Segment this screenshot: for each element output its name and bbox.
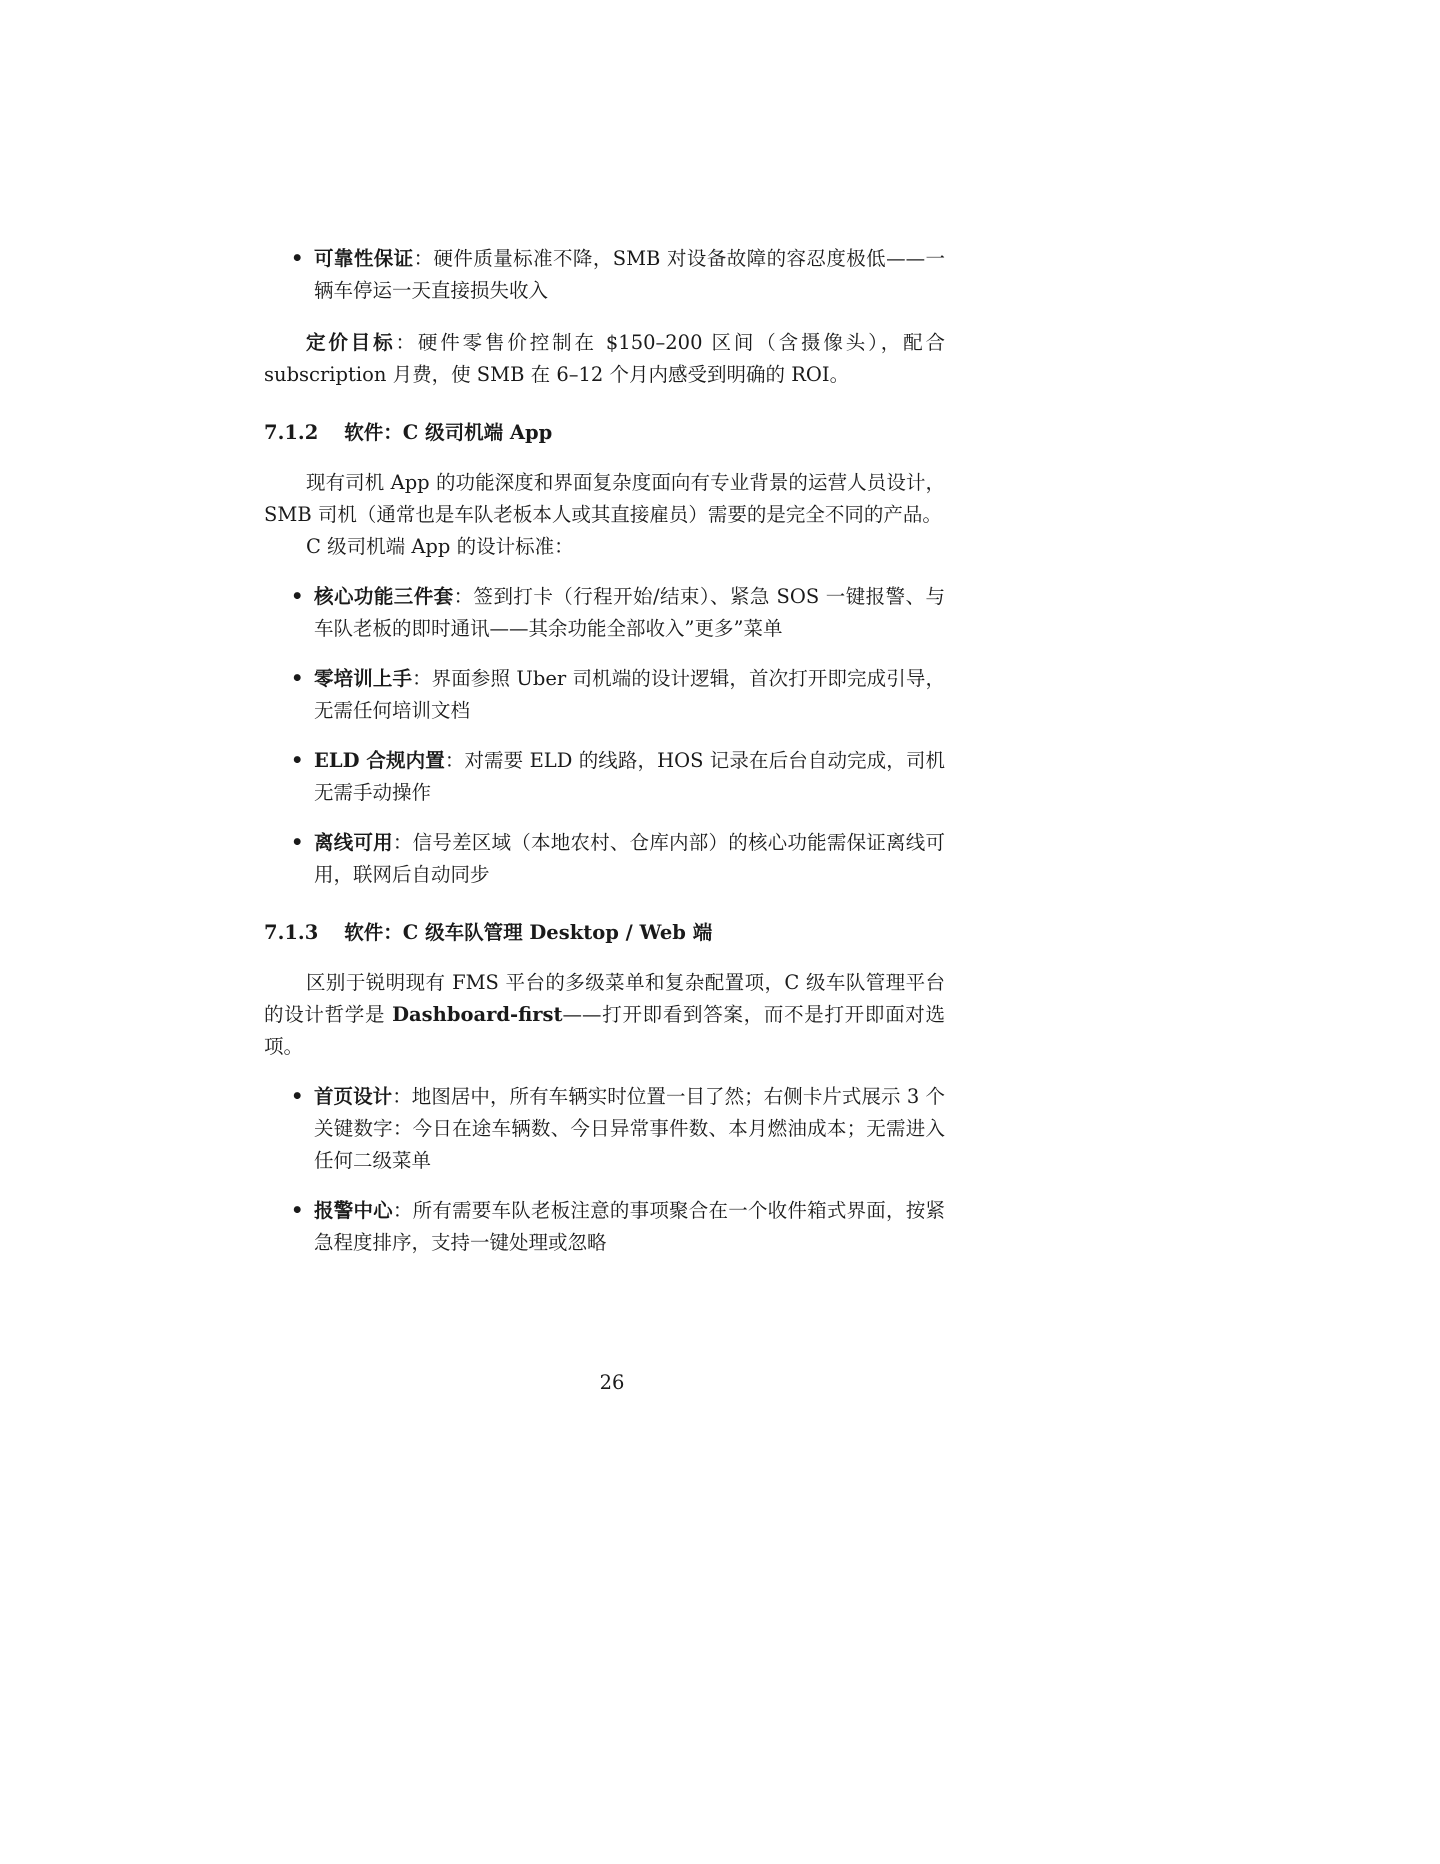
page-body <box>264 243 945 1259</box>
section-number: 7.1.3 <box>264 921 319 944</box>
bullet-dot: • <box>291 585 304 608</box>
pricing-paragraph <box>264 327 945 391</box>
page-number: 26 <box>599 1371 625 1394</box>
bullet-text: ：对需要 ELD 的线路，HOS 记录在后台自动完成，司机无需手动操作 <box>314 749 945 804</box>
bullet-core-features <box>264 581 945 645</box>
pricing-term: 定价目标 <box>306 331 396 354</box>
paragraph-bold-term: Dashboard-first <box>392 1003 563 1026</box>
bullet-term: 首页设计 <box>314 1085 393 1108</box>
section-7-1-3-paragraph <box>264 967 945 1063</box>
bullet-reliability <box>264 243 945 307</box>
bullet-dot: • <box>291 247 304 270</box>
bullet-text: ：签到打卡（行程开始/结束）、紧急 SOS 一键报警、与车队老板的即时通讯——其余功能全部收入”更多”菜单 <box>314 585 945 640</box>
pricing-text: ：硬件零售价控制在 $150–200 区间（含摄像头），配合 subscription 月费，使 SMB 在 6–12 个月内感受到明确的 ROI。 <box>264 331 945 386</box>
bullet-text: ：所有需要车队老板注意的事项聚合在一个收件箱式界面，按紧急程度排序，支持一键处理或忽略 <box>314 1199 945 1254</box>
section-7-1-2-paragraph-2: C 级司机端 App 的设计标准： <box>306 535 574 558</box>
paragraph-text-after: ——打开即看到答案，而不是打开即面对选项。 <box>264 1003 945 1058</box>
bullet-term: 核心功能三件套 <box>314 585 454 608</box>
bullet-text: ：硬件质量标准不降，SMB 对设备故障的容忍度极低——一辆车停运一天直接损失收入 <box>314 247 945 302</box>
section-7-1-2-bullet-list <box>264 581 945 891</box>
bullet-dot: • <box>291 749 304 772</box>
bullet-alert-center <box>264 1195 945 1259</box>
bullet-term: 可靠性保证 <box>314 247 414 270</box>
bullet-term: 离线可用 <box>314 831 393 854</box>
bullet-eld-compliance <box>264 745 945 809</box>
section-heading-7-1-2 <box>264 417 945 449</box>
bullet-homepage-design <box>264 1081 945 1177</box>
bullet-term: 零培训上手 <box>314 667 413 690</box>
section-number: 7.1.2 <box>264 421 319 444</box>
intro-bullet-list <box>264 243 945 307</box>
bullet-dot: • <box>291 1085 304 1108</box>
bullet-dot: • <box>291 831 304 854</box>
bullet-text: ：地图居中，所有车辆实时位置一目了然；右侧卡片式展示 3 个关键数字：今日在途车辆数、今日异常事件数、本月燃油成本；无需进入任何二级菜单 <box>314 1085 945 1172</box>
bullet-text: ：信号差区域（本地农村、仓库内部）的核心功能需保证离线可用，联网后自动同步 <box>314 831 945 886</box>
section-7-1-3-bullet-list <box>264 1081 945 1259</box>
section-heading-7-1-3 <box>264 917 945 949</box>
bullet-term: ELD 合规内置 <box>314 749 445 772</box>
section-title: 软件：C 级车队管理 Desktop / Web 端 <box>344 921 713 944</box>
section-7-1-2-paragraph-1: 现有司机 App 的功能深度和界面复杂度面向有专业背景的运营人员设计，SMB 司机（通常也是车队老板本人或其直接雇员）需要的是完全不同的产品。 <box>264 471 945 526</box>
bullet-dot: • <box>291 667 304 690</box>
bullet-dot: • <box>291 1199 304 1222</box>
paragraph-text-before: 区别于锐明现有 FMS 平台的多级菜单和复杂配置项，C 级车队管理平台的设计哲学是 <box>264 971 945 1026</box>
bullet-offline <box>264 827 945 891</box>
section-title: 软件：C 级司机端 App <box>344 421 553 444</box>
bullet-text: ：界面参照 Uber 司机端的设计逻辑，首次打开即完成引导，无需任何培训文档 <box>314 667 945 722</box>
bullet-zero-training <box>264 663 945 727</box>
bullet-term: 报警中心 <box>314 1199 393 1222</box>
